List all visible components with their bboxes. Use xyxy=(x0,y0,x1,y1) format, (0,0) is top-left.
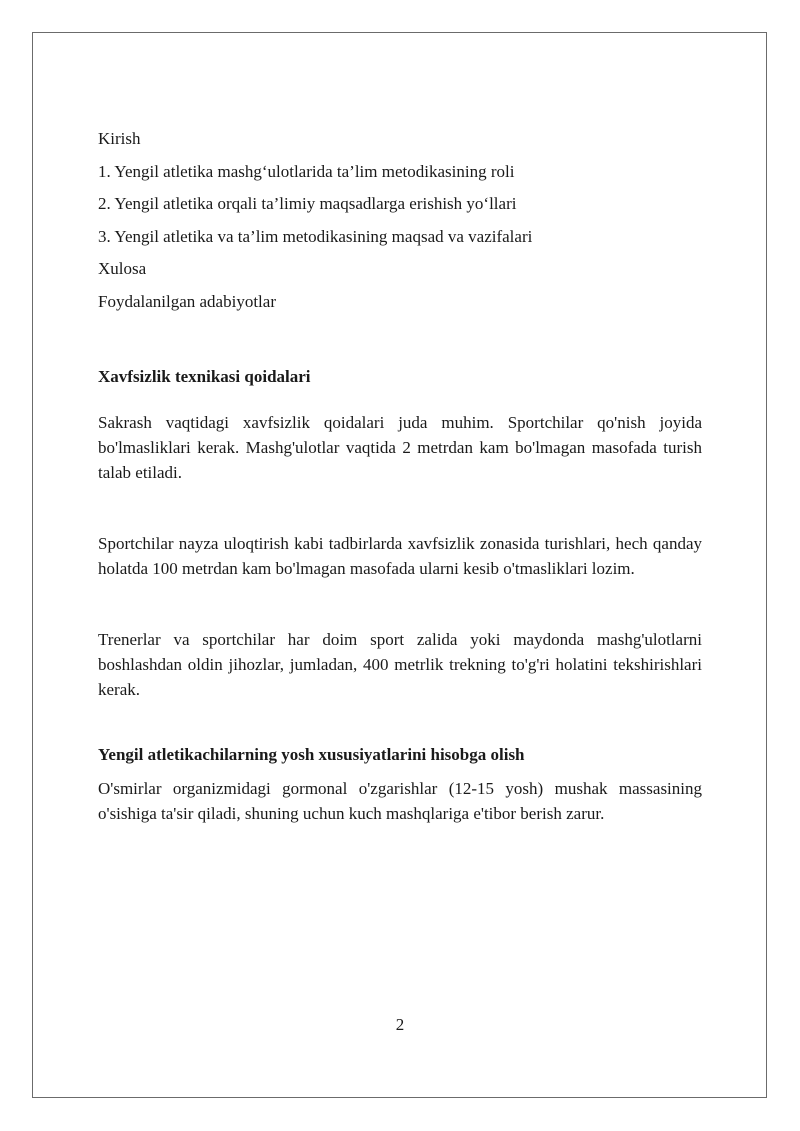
page-number: 2 xyxy=(395,1015,405,1034)
toc-item-references: Foydalanilgan adabiyotlar xyxy=(98,291,276,311)
table-of-contents xyxy=(98,128,702,313)
toc-item-chapter-2: 2. Yengil atletika orqali ta’limiy maqsadlarga erishish yo‘llari xyxy=(98,194,517,214)
toc-item-chapter-1: 1. Yengil atletika mashg‘ulotlarida ta’lim metodikasining roli xyxy=(98,161,515,181)
paragraph-javelin-safety: Sportchilar nayza uloqtirish kabi tadbirlarda xavfsizlik zonasida turishlari, hech qanday holatda 100 metrdan kam bo'lmagan masofada ularni kesib o'tmasliklari lozim. xyxy=(98,533,702,578)
toc-item-introduction: Kirish xyxy=(98,129,141,148)
paragraph-jumping-safety: Sakrash vaqtidagi xavfsizlik qoidalari juda muhim. Sportchilar qo'nish joyida bo'lmasliklari kerak. Mashg'ulotlar vaqtida 2 metrdan kam bo'lmagan masofada turish talab etiladi. xyxy=(98,412,702,482)
paragraph-hormonal-changes: O'smirlar organizmidagi gormonal o'zgarishlar (12-15 yosh) mushak massasining o'sishiga ta'sir qiladi, shuning uchun kuch mashqlariga e'tibor berish zarur. xyxy=(98,778,702,823)
section-heading-safety: Xavfsizlik texnikasi qoidalari xyxy=(98,366,311,386)
paragraph-equipment-check: Trenerlar va sportchilar har doim sport zalida yoki maydonda mashg'ulotlarni boshlashdan oldin jihozlar, jumladan, 400 metrlik trekning to'g'ri holatini tekshirishlari kerak. xyxy=(98,629,702,699)
toc-item-chapter-3: 3. Yengil atletika va ta’lim metodikasining maqsad va vazifalari xyxy=(98,226,533,246)
section-heading-age-features: Yengil atletikachilarning yosh xususiyatlarini hisobga olish xyxy=(98,744,525,764)
toc-item-conclusion: Xulosa xyxy=(98,259,147,279)
document-content xyxy=(98,128,702,826)
